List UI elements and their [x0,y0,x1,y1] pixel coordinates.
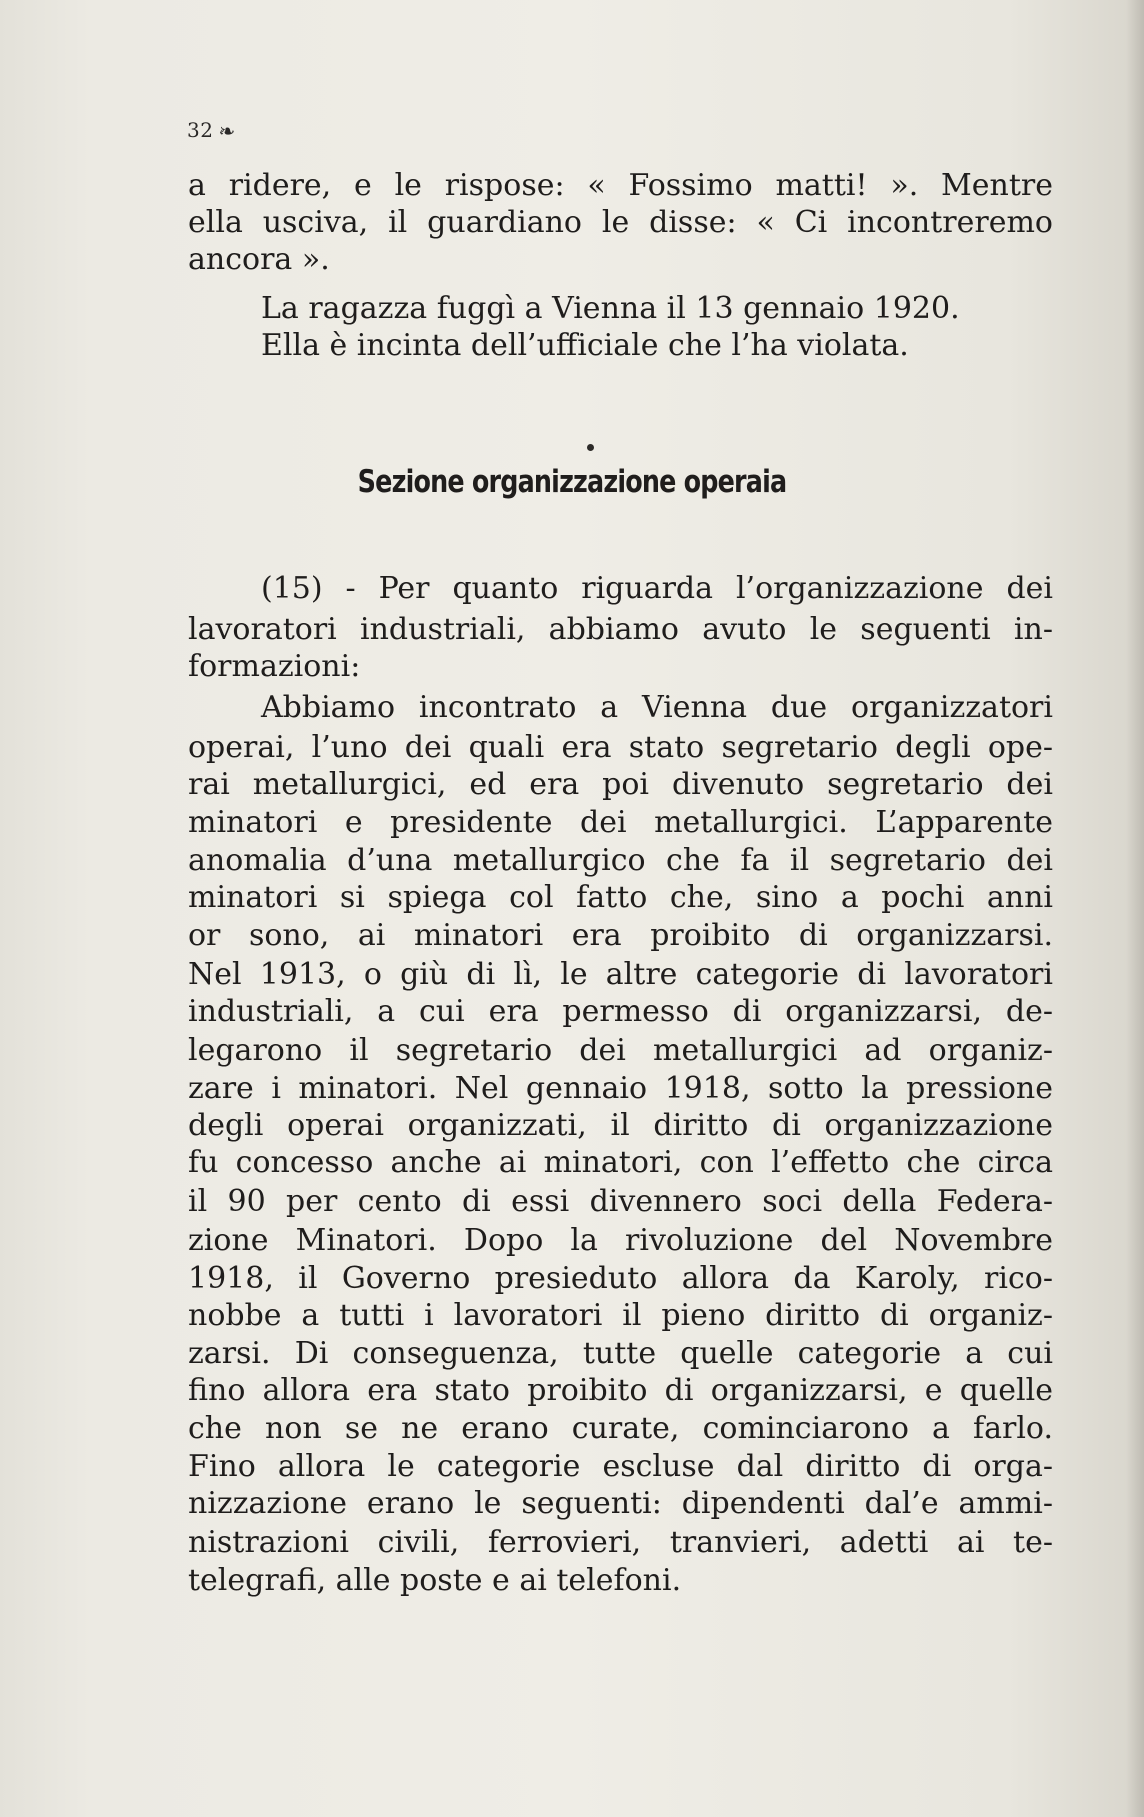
text-line: minatori e presidente dei metallurgici. L’apparente [188,805,1053,840]
text-line: (15) - Per quanto riguarda l’organizzazione dei [261,571,1053,606]
text-line: a ridere, e le rispose: « Fossimo matti! ». Mentre [188,168,1053,203]
page-number: 32 [187,118,214,142]
text-line: che non se ne erano curate, cominciarono a farlo. [188,1411,1053,1446]
text-line: degli operai organizzati, il diritto di organizzazione [188,1108,1053,1143]
text-line: minatori si spiega col fatto che, sino a pochi anni [188,880,1053,915]
text-line: il 90 per cento di essi divennero soci della Federa- [188,1184,1053,1219]
text-line: 1918, il Governo presieduto allora da Karoly, rico- [188,1261,1053,1296]
text-line: zare i minatori. Nel gennaio 1918, sotto la pressione [188,1071,1053,1106]
fleuron-ornament-icon: ❧ [218,119,236,143]
page-header [187,118,236,142]
text-line: Ella è incinta dell’ufficiale che l’ha violata. [261,328,909,363]
text-line: operai, l’uno dei quali era stato segretario degli ope- [188,730,1053,765]
text-line: lavoratori industriali, abbiamo avuto le seguenti in- [188,612,1053,647]
text-line: rai metallurgici, ed era poi divenuto segretario dei [188,767,1053,802]
text-line: ella usciva, il guardiano le disse: « Ci incontreremo [188,205,1053,240]
text-line: zione Minatori. Dopo la rivoluzione del Novembre [188,1223,1053,1258]
text-line: anomalia d’una metallurgico che fa il segretario dei [188,843,1053,878]
text-line: fu concesso anche ai minatori, con l’effetto che circa [188,1145,1053,1180]
text-line: nobbe a tutti i lavoratori il pieno diritto di organiz- [188,1298,1053,1333]
section-heading: Sezione organizzazione operaia [357,464,787,500]
text-line: formazioni: [188,649,361,684]
text-line: zarsi. Di conseguenza, tutte quelle categorie a cui [188,1336,1053,1371]
text-line: nizzazione erano le seguenti: dipendenti dal’e ammi- [188,1486,1053,1521]
text-line: fino allora era stato proibito di organizzarsi, e quelle [188,1373,1053,1408]
text-line: Abbiamo incontrato a Vienna due organizzatori [261,690,1053,725]
text-line: or sono, ai minatori era proibito di organizzarsi. [188,918,1053,953]
text-line: legarono il segretario dei metallurgici ad organiz- [188,1033,1053,1068]
text-line: Nel 1913, o giù di lì, le altre categorie di lavoratori [188,957,1053,992]
text-line: nistrazioni civili, ferrovieri, tranvieri, adetti ai te- [188,1525,1053,1560]
text-line: La ragazza fuggì a Vienna il 13 gennaio 1920. [261,291,960,326]
text-line: ancora ». [188,242,330,277]
bullet-mark [587,444,594,451]
text-line: Fino allora le categorie escluse dal diritto di orga- [188,1449,1053,1484]
text-line: telegrafi, alle poste e ai telefoni. [188,1563,682,1598]
text-line: industriali, a cui era permesso di organizzarsi, de- [188,994,1053,1029]
